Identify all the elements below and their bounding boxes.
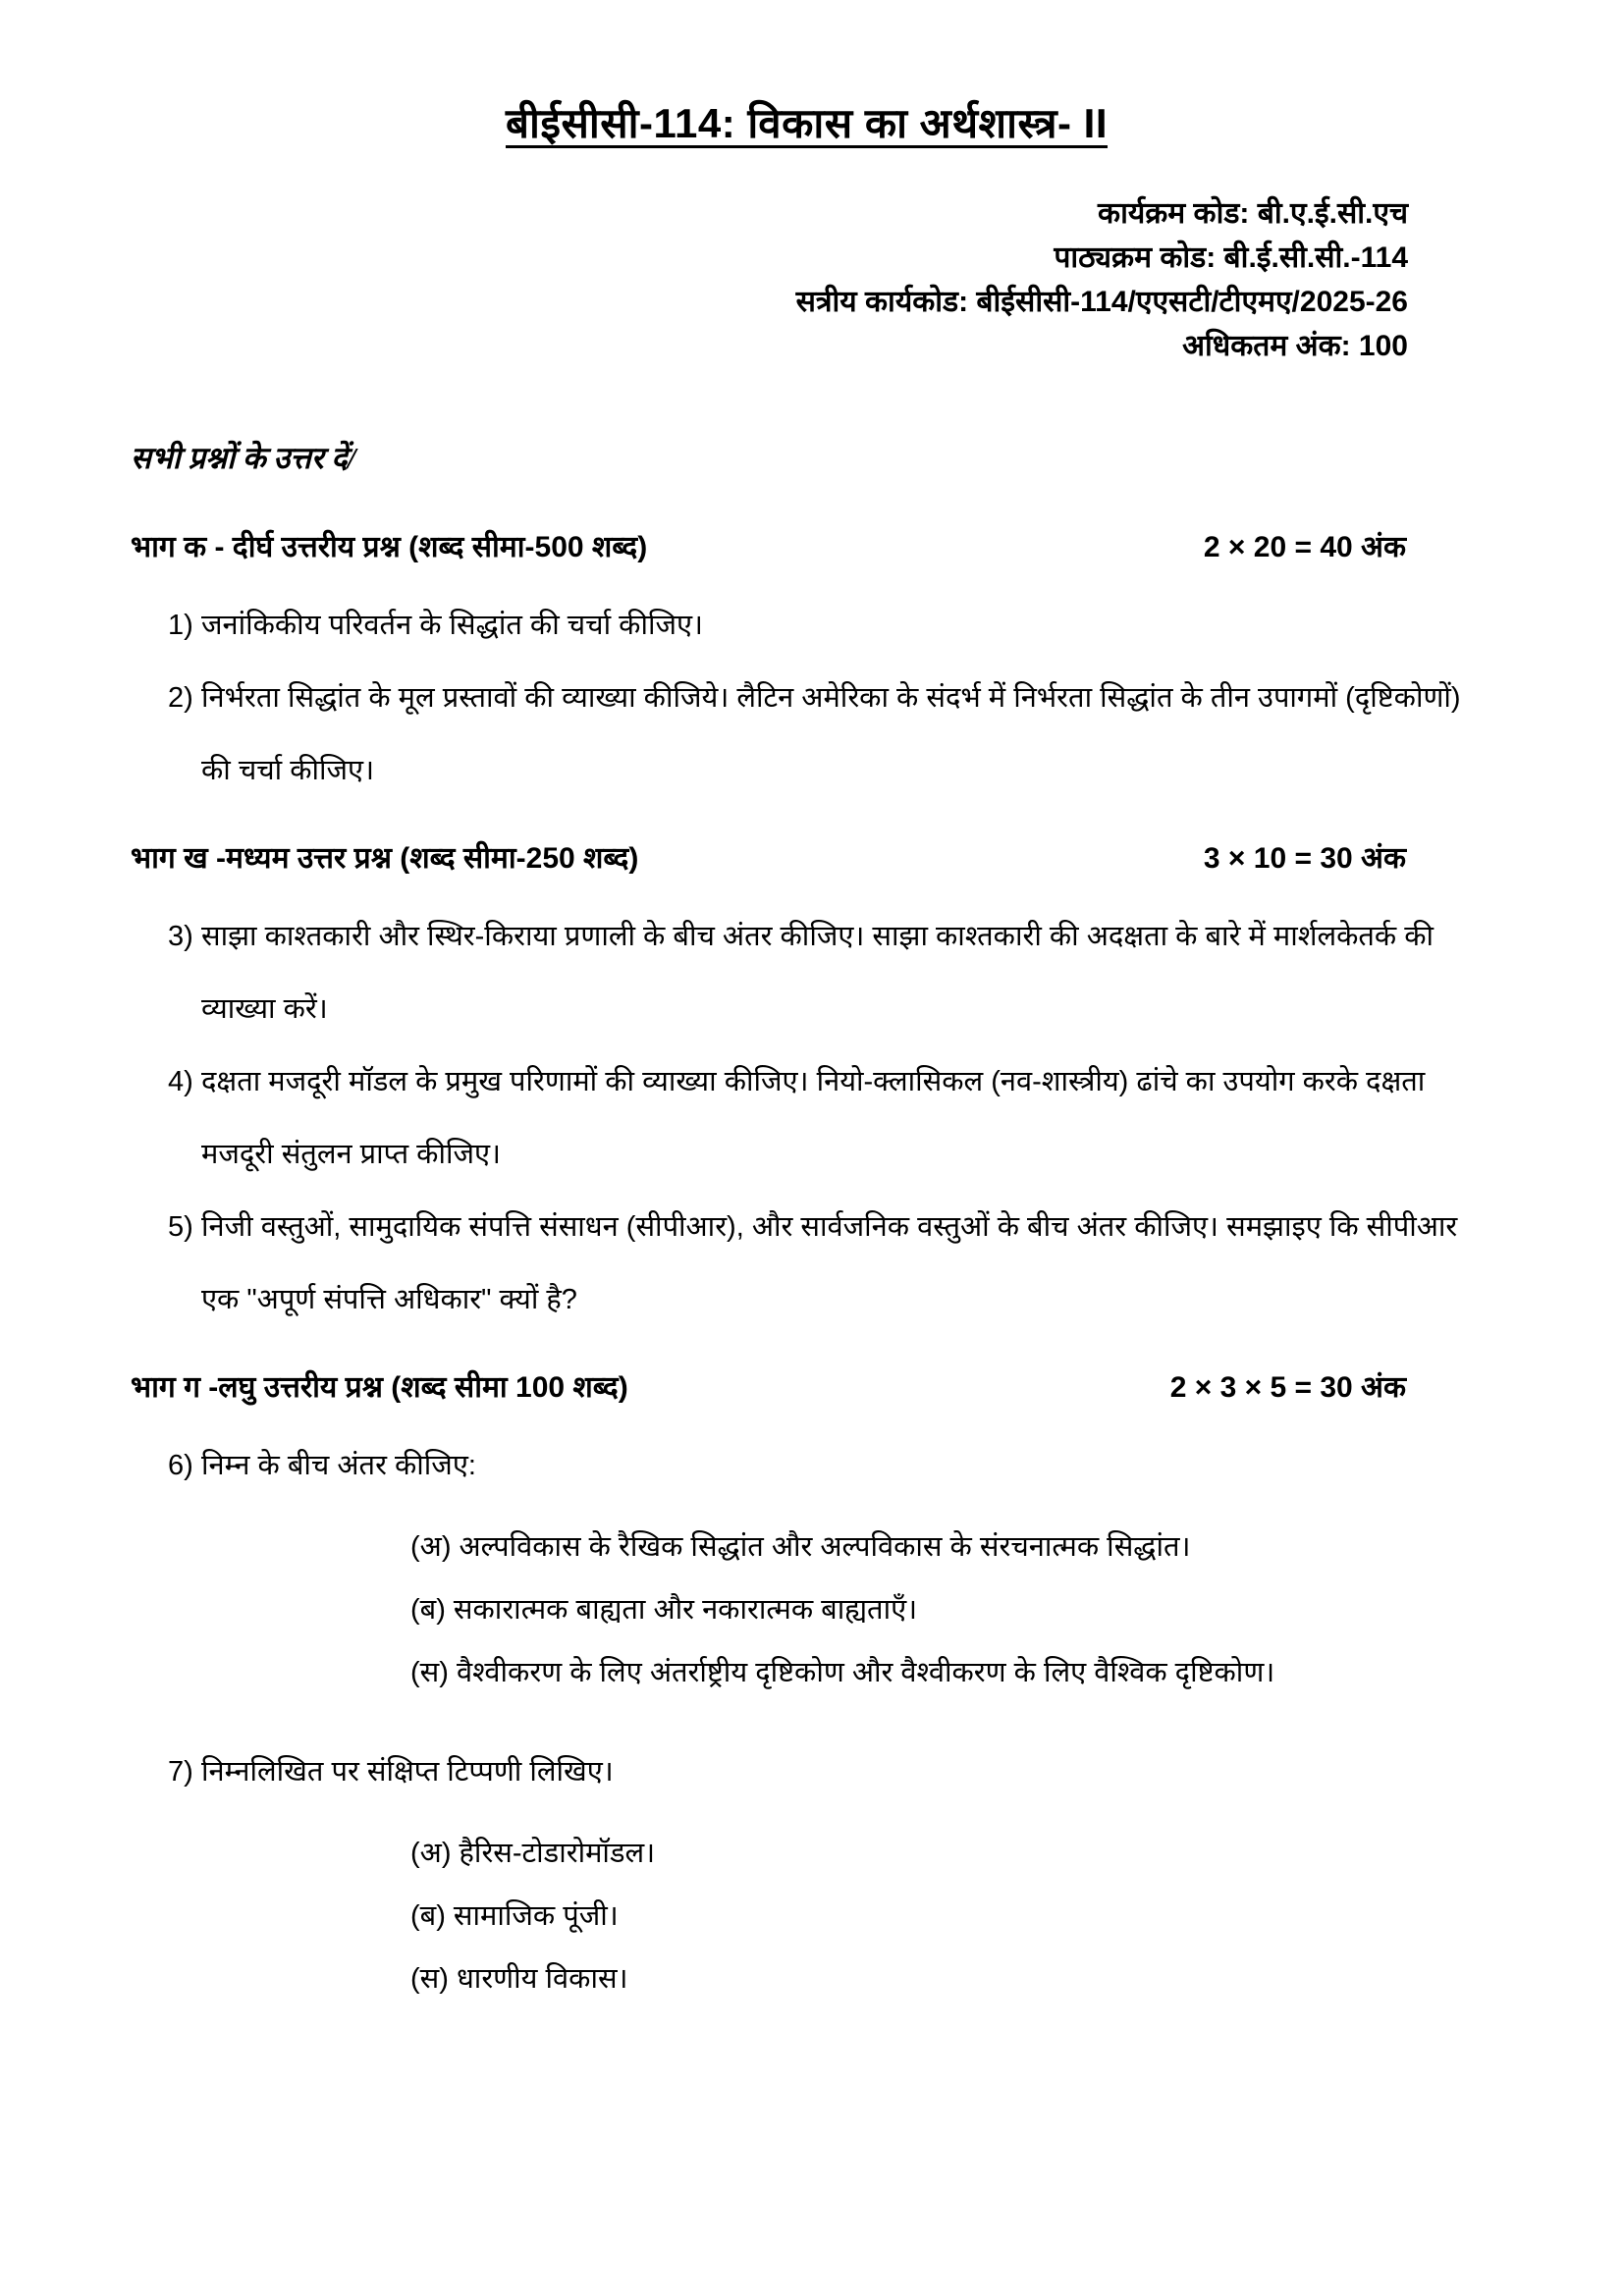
question-6-number: 6): [168, 1450, 193, 1481]
question-3-number: 3): [168, 921, 193, 952]
question-6-subpart-c: (स) वैश्वीकरण के लिए अंतर्राष्ट्रीय दृष्टिकोण और वैश्वीकरण के लिए वैश्विक दृष्टिकोण।: [410, 1657, 1275, 1688]
section-a-marks: 2 × 20 = 40 अंक: [1203, 531, 1406, 563]
page-title: बीईसीसी-114: विकास का अर्थशास्त्र- II: [505, 100, 1109, 146]
section-c-marks: 2 × 3 × 5 = 30 अंक: [1169, 1371, 1406, 1404]
section-b-marks: 3 × 10 = 30 अंक: [1203, 842, 1406, 875]
section-c-title: भाग ग -लघु उत्तरीय प्रश्न (शब्द सीमा 100 शब्द): [131, 1371, 628, 1404]
answer-all-instruction: सभी प्रश्नों के उत्तर दें/: [131, 441, 356, 475]
question-3-text: साझा काश्तकारी और स्थिर-किराया प्रणाली के बीच अंतर कीजिए। साझा काश्तकारी की अदक्षता के बारे में मार्शलकेतर्क की व्याख्या करें।: [201, 921, 1435, 1025]
section-a-title: भाग क - दीर्घ उत्तरीय प्रश्न (शब्द सीमा-500 शब्द): [131, 531, 648, 563]
question-7-text: निम्नलिखित पर संक्षिप्त टिप्पणी लिखिए।: [201, 1756, 614, 1788]
section-c-questions: [131, 1429, 1483, 2010]
section-b-title: भाग ख -मध्यम उत्तर प्रश्न (शब्द सीमा-250 शब्द): [131, 842, 639, 875]
question-2: [131, 662, 1483, 807]
course-code-line: पाठ्यक्रम कोड: बी.ई.सी.सी.-114: [1054, 241, 1408, 274]
section-a-heading-row: [131, 525, 1483, 565]
question-1-text: जनांकिकीय परिवर्तन के सिद्धांत की चर्चा कीजिए।: [201, 610, 704, 641]
program-code-line: कार्यक्रम कोड: बी.ए.ई.सी.एच: [1098, 197, 1408, 230]
question-7-subpart-c: (स) धारणीय विकास।: [410, 1963, 628, 1995]
question-6-subparts: [410, 1516, 1483, 1704]
section-b-heading-row: [131, 836, 1483, 877]
question-5-number: 5): [168, 1211, 193, 1243]
question-4: [131, 1045, 1483, 1191]
question-2-text: निर्भरता सिद्धांत के मूल प्रस्तावों की व्याख्या कीजिये। लैटिन अमेरिका के संदर्भ में निर्भरता सिद्धांत के तीन उपागमों (दृष्टिकोणों) की चर्चा कीजिए।: [201, 682, 1461, 786]
question-7-subparts: [410, 1822, 1483, 2010]
question-5-text: निजी वस्तुओं, सामुदायिक संपत्ति संसाधन (सीपीआर), और सार्वजनिक वस्तुओं के बीच अंतर कीजिए। समझाइए कि सीपीआर एक "अपूर्ण संपत्ति अधिकार" क्यों है?: [201, 1211, 1458, 1315]
question-7: [131, 1735, 1483, 1808]
max-marks-line: अधिकतम अंक: 100: [1182, 330, 1408, 362]
question-1: [131, 589, 1483, 662]
question-6-subpart-a: (अ) अल्पविकास के रैखिक सिद्धांत और अल्पविकास के संरचनात्मक सिद्धांत।: [410, 1531, 1191, 1563]
question-4-number: 4): [168, 1066, 193, 1097]
section-c-heading-row: [131, 1365, 1483, 1406]
question-2-number: 2): [168, 682, 193, 714]
question-7-subpart-a: (अ) हैरिस-टोडारोमॉडल।: [410, 1838, 656, 1869]
header-info: [131, 191, 1483, 368]
question-5: [131, 1191, 1483, 1336]
question-4-text: दक्षता मजदूरी मॉडल के प्रमुख परिणामों की व्याख्या कीजिए। नियो-क्लासिकल (नव-शास्त्रीय) ढांचे का उपयोग करके दक्षता मजदूरी संतुलन प्राप्त कीजिए।: [201, 1066, 1426, 1170]
section-b-questions: [131, 900, 1483, 1336]
question-1-number: 1): [168, 610, 193, 641]
question-3: [131, 900, 1483, 1045]
assignment-code-line: सत्रीय कार्यकोड: बीईसीसी-114/एएसटी/टीएमए/2025-26: [795, 286, 1408, 318]
question-6: [131, 1429, 1483, 1502]
question-7-subpart-b: (ब) सामाजिक पूंजी।: [410, 1900, 619, 1932]
question-7-number: 7): [168, 1756, 193, 1788]
question-6-text: निम्न के बीच अंतर कीजिए:: [201, 1450, 476, 1481]
section-a-questions: [131, 589, 1483, 807]
question-6-subpart-b: (ब) सकारात्मक बाह्यता और नकारात्मक बाह्यताएँ।: [410, 1594, 918, 1626]
